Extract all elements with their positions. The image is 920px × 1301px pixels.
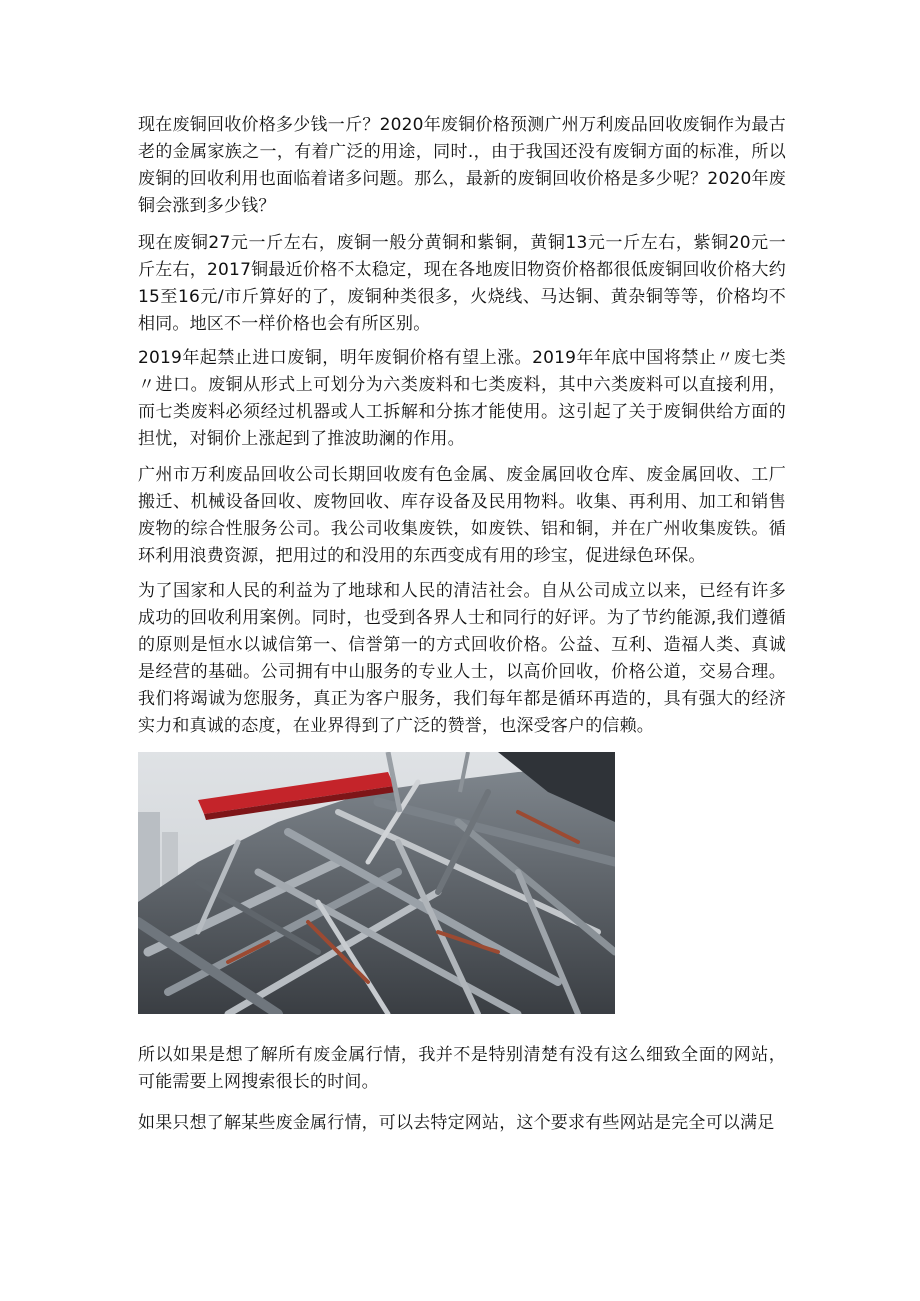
paragraph-company-values: 为了国家和人民的利益为了地球和人民的清洁社会。自从公司成立以来，已经有许多成功的回收利用案例。同时，也受到各界人士和同行的好评。为了节约能源,我们遵循的原则是恒水以诚信第一、信誉第一的方式回收价格。公益、互利、造福人类、真诚是经营的基础。公司拥有中山服务的专业人士，以高价回收，价格公道，交易合理。我们将竭诚为您服务，真正为客户服务，我们每年都是循环再造的，具有强大的经济实力和真诚的态度，在业界得到了广泛的赞誉，也深受客户的信赖。 [138, 581, 786, 736]
scrap-metal-photo [138, 752, 615, 1014]
scrap-metal-illustration [138, 752, 615, 1014]
paragraph-company-services: 广州市万利废品回收公司长期回收废有色金属、废金属回收仓库、废金属回收、工厂搬迁、机械设备回收、废物回收、库存设备及民用物料。收集、再利用、加工和销售废物的综合性服务公司。我公司收集废铁，如废铁、铝和铜，并在广州收集废铁。循环利用浪费资源，把用过的和没用的东西变成有用的珍宝，促进绿色环保。 [138, 465, 786, 566]
paragraph-search-all: 所以如果是想了解所有废金属行情，我并不是特别清楚有没有这么细致全面的网站，可能需要上网搜索很长的时间。 [138, 1045, 786, 1092]
paragraph-prices: 现在废铜27元一斤左右，废铜一般分黄铜和紫铜，黄铜13元一斤左右，紫铜20元一斤左右，2017铜最近价格不太稳定，现在各地废旧物资价格都很低废铜回收价格大约15至16元/市斤算好的了，废铜种类很多，火烧线、马达铜、黄杂铜等等，价格均不相同。地区不一样价格也会有所区别。 [138, 233, 786, 334]
paragraph-intro: 现在废铜回收价格多少钱一斤？2020年废铜价格预测广州万利废品回收废铜作为最古老的金属家族之一，有着广泛的用途，同时.，由于我国还没有废铜方面的标准，所以废铜的回收利用也面临着诸多问题。那么，最新的废铜回收价格是多少呢？2020年废铜会涨到多少钱？ [138, 115, 786, 216]
paragraph-import-ban: 2019年起禁止进口废铜，明年废铜价格有望上涨。2019年年底中国将禁止〃废七类〃进口。废铜从形式上可划分为六类废料和七类废料，其中六类废料可以直接利用，而七类废料必须经过机器或人工拆解和分拣才能使用。这引起了关于废铜供给方面的担忧，对铜价上涨起到了推波助澜的作用。 [138, 348, 786, 449]
paragraph-search-specific: 如果只想了解某些废金属行情，可以去特定网站，这个要求有些网站是完全可以满足 [138, 1113, 775, 1133]
